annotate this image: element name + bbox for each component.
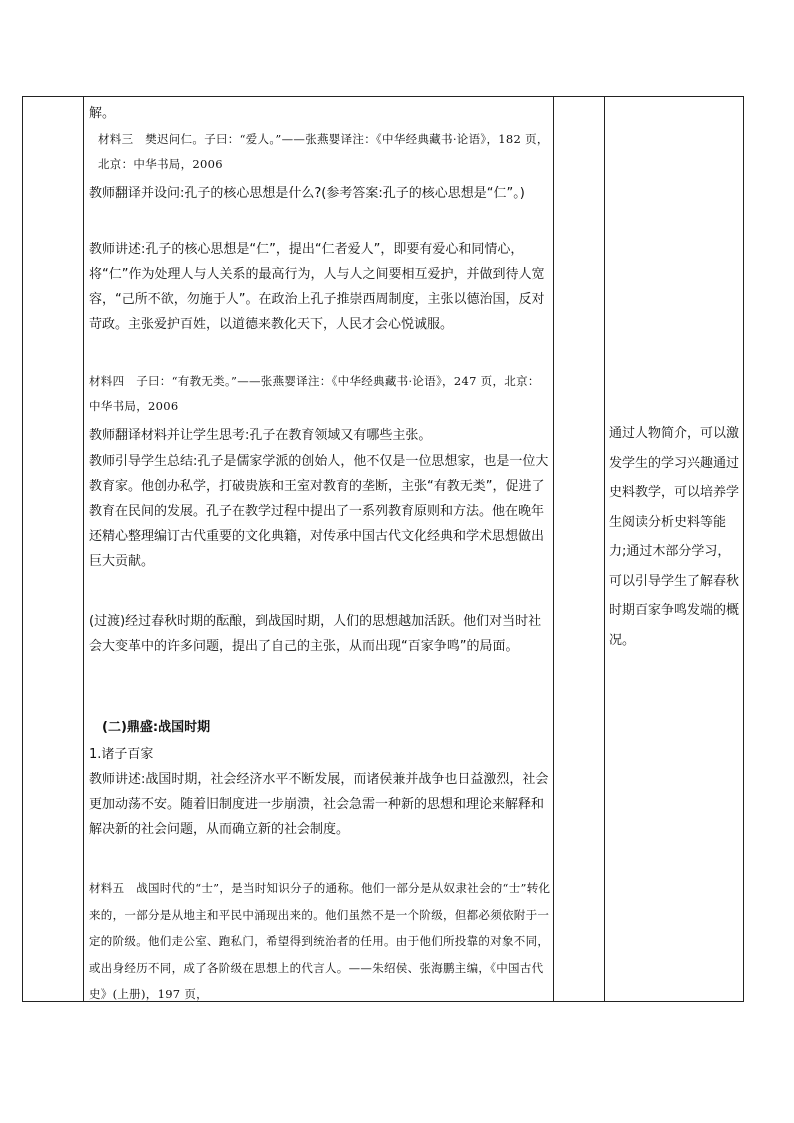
design-intent-cell: [605, 97, 743, 1001]
column-divider: [553, 97, 554, 1001]
teacher-summary: 教师引导学生总结:孔子是儒家学派的创始人，他不仅是一位思想家，也是一位大教育家。他创办私学，打破贵族和王室对教育的垄断，主张“有教无类”，促进了教育在民间的发展。孔子在教学过程中提出了一系列教育原则和方法。他在晚年还精心整理编订古代重要的文化典籍，对传承中国古代文化经典和学术思想做出巨大贡献。: [89, 454, 549, 569]
teaching-process-cell: [84, 97, 552, 1001]
teacher-prompt: 教师翻译材料并让学生思考:孔子在教育领域又有哪些主张。: [89, 428, 432, 443]
section-heading: (二)鼎盛:战国时期: [102, 720, 211, 735]
text-line: 解。: [89, 106, 116, 121]
teacher-question: 教师翻译并设问:孔子的核心思想是什么?(参考答案:孔子的核心思想是“仁”。): [89, 186, 525, 201]
transition-text: (过渡)经过春秋时期的酝酿，到战国时期，人们的思想越加活跃。他们对当时社会大变革中的许多问题，提出了自己的主张，从而出现“百家争鸣”的局面。: [89, 614, 542, 654]
material-three: 材料三 樊迟问仁。子曰：“爱人。”——张燕婴译注：《中华经典藏书·论语》，182 页，北京：中华书局，2006: [98, 132, 549, 171]
subsection-heading: 1.诸子百家: [89, 747, 154, 762]
material-five: 材料五 战国时代的“士”，是当时知识分子的通称。他们一部分是从奴隶社会的“士”转化来的，一部分是从地主和平民中涌现出来的。他们虽然不是一个阶级，但都必须依附于一定的阶级。他们走公室、跑私门，希望得到统治者的任用。由于他们所投靠的对象不同，或出身经历不同，成了各阶级在思想上的代言人。——朱绍侯、张海鹏主编，《中国古代史》(上册)，197 页，: [89, 881, 551, 1001]
material-four: 材料四 子曰：“有教无类。”——张燕婴译注：《中华经典藏书·论语》，247 页，北京：中华书局，2006: [89, 374, 540, 413]
teacher-lecture: 教师讲述:孔子的核心思想是“仁”，提出“仁者爱人”，即要有爱心和同情心，将“仁”作为处理人与人关系的最高行为，人与人之间要相互爱护，并做到待人宽容，“己所不欲，勿施于人”。在政治上孔子推崇西周制度，主张以德治国，反对苛政。主张爱护百姓，以道德来教化天下，人民才会心悦诚服。: [89, 242, 545, 332]
teacher-lecture-2: 教师讲述:战国时期，社会经济水平不断发展，而诸侯兼并战争也日益激烈，社会更加动荡不安。随着旧制度进一步崩溃，社会急需一种新的思想和理论来解释和解决新的社会问题，从而确立新的社会制度。: [89, 772, 549, 837]
design-intent-text: 通过人物简介，可以激发学生的学习兴趣通过史料教学，可以培养学生阅读分析史料等能力;通过木部分学习，可以引导学生了解春秋时期百家争鸣发端的概况。: [609, 426, 740, 648]
lesson-table: [22, 96, 744, 1002]
